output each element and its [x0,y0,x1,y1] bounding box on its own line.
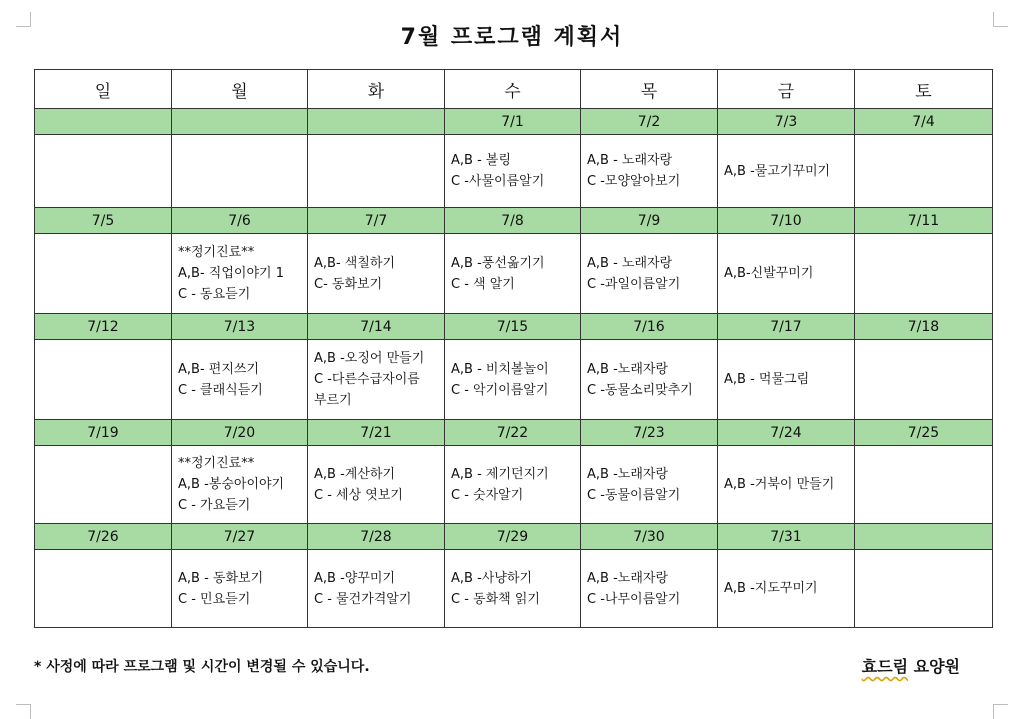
activity-line: C -과일이름알기 [587,276,681,292]
date-cell: 7/1 [445,109,581,135]
date-row [35,109,993,135]
activity-cell [308,135,445,208]
activity-cell [855,135,993,208]
date-row [35,524,993,550]
date-cell: 7/26 [35,524,172,550]
activity-line: **정기진료** [178,245,255,260]
date-cell: 7/18 [855,314,993,340]
weekday-header: 토 [855,70,993,109]
activity-line: C -나무이름알기 [587,591,681,607]
activity-cell [581,446,718,524]
activity-line: 부르기 [314,393,352,408]
activity-cell [718,234,855,314]
activity-row [35,135,993,208]
activity-cell [308,550,445,628]
activity-cell [172,340,308,420]
activity-cell [718,135,855,208]
activity-line: C - 동화책 읽기 [451,591,540,607]
activity-line: A,B- 편지쓰기 [178,361,259,377]
activity-cell [308,446,445,524]
activity-line: A,B - 비치볼놀이 [451,361,549,377]
activity-cell [445,135,581,208]
date-row [35,208,993,234]
date-cell: 7/23 [581,420,718,446]
activity-line: A,B -풍선옮기기 [451,255,545,271]
activity-line: A,B- 직업이야기 1 [178,266,284,281]
date-cell [172,109,308,135]
date-cell: 7/3 [718,109,855,135]
date-cell: 7/28 [308,524,445,550]
date-cell: 7/24 [718,420,855,446]
activity-line: A,B -지도꾸미기 [724,581,818,596]
activity-line: C -모양알아보기 [587,174,681,189]
activity-line: A,B -계산하기 [314,466,395,482]
date-cell: 7/16 [581,314,718,340]
activity-line: A,B - 노래자랑 [587,255,673,271]
date-cell: 7/15 [445,314,581,340]
weekday-header: 목 [581,70,718,109]
activity-line: C -다른수급자이름 [314,372,420,387]
activity-line: A,B -노래자랑 [587,466,668,482]
activity-line: A,B - 노래자랑 [587,153,673,168]
activity-cell [35,135,172,208]
activity-cell [855,550,993,628]
activity-line: C -동물소리맞추기 [587,382,693,398]
weekday-header: 월 [172,70,308,109]
activity-line: C - 물건가격알기 [314,591,412,607]
activity-row [35,446,993,524]
weekday-header: 수 [445,70,581,109]
date-cell: 7/7 [308,208,445,234]
date-cell: 7/21 [308,420,445,446]
date-cell: 7/12 [35,314,172,340]
date-row [35,314,993,340]
date-cell: 7/5 [35,208,172,234]
weekday-header: 일 [35,70,172,109]
date-cell: 7/30 [581,524,718,550]
activity-line: A,B -물고기꾸미기 [724,163,831,179]
date-cell: 7/14 [308,314,445,340]
page-corner-mark-bottom-right [993,704,1008,719]
signature-name: 요양원 [913,657,960,676]
date-cell [855,524,993,550]
date-cell: 7/4 [855,109,993,135]
date-cell [35,109,172,135]
activity-line: A,B -노래자랑 [587,570,668,586]
date-cell: 7/29 [445,524,581,550]
activity-line: C - 가요듣기 [178,498,251,513]
activity-row [35,550,993,628]
activity-cell [445,550,581,628]
program-calendar-table [34,69,993,628]
activity-line: A,B -양꾸미기 [314,570,395,586]
weekday-header-row [35,70,993,109]
activity-cell [172,135,308,208]
activity-line: A,B -오징어 만들기 [314,351,425,366]
activity-cell [581,135,718,208]
date-cell: 7/17 [718,314,855,340]
activity-cell [718,340,855,420]
activity-line: C -사물이름알기 [451,174,545,189]
activity-line: A,B - 동화보기 [178,570,264,586]
date-cell: 7/2 [581,109,718,135]
activity-line: A,B -사냥하기 [451,570,532,586]
activity-cell [855,234,993,314]
activity-cell [172,550,308,628]
activity-line: C - 동요듣기 [178,287,251,302]
date-cell: 7/19 [35,420,172,446]
activity-cell [445,340,581,420]
activity-line: A,B -노래자랑 [587,361,668,377]
activity-cell [445,446,581,524]
date-cell: 7/27 [172,524,308,550]
date-cell: 7/11 [855,208,993,234]
document-title: 7월 프로그램 계획서 [400,25,624,50]
activity-cell [855,340,993,420]
activity-line: C - 세상 엿보기 [314,487,403,503]
activity-cell [581,340,718,420]
activity-row [35,234,993,314]
weekday-header: 금 [718,70,855,109]
activity-cell [35,234,172,314]
activity-cell [581,234,718,314]
weekday-header: 화 [308,70,445,109]
activity-cell [35,340,172,420]
calendar-body [35,109,993,628]
footer-note: * 사정에 따라 프로그램 및 시간이 변경될 수 있습니다. [34,659,370,675]
activity-line: C - 색 알기 [451,276,515,292]
activity-cell [172,234,308,314]
activity-cell [855,446,993,524]
activity-line: A,B -거북이 만들기 [724,477,835,492]
activity-line: A,B -봉숭아이야기 [178,477,285,492]
date-row [35,420,993,446]
activity-cell [718,446,855,524]
signature [862,654,960,677]
activity-line: C - 악기이름알기 [451,382,549,398]
date-cell [308,109,445,135]
activity-line: C - 민요듣기 [178,591,251,607]
activity-cell [35,446,172,524]
activity-line: A,B- 색칠하기 [314,255,395,271]
activity-cell [308,340,445,420]
date-cell: 7/8 [445,208,581,234]
activity-line: A,B - 볼링 [451,153,512,168]
activity-line: A,B - 먹물그림 [724,372,810,387]
activity-line: A,B-신발꾸미기 [724,266,814,281]
activity-cell [718,550,855,628]
date-cell: 7/13 [172,314,308,340]
activity-line: C - 클래식듣기 [178,382,263,398]
date-cell: 7/31 [718,524,855,550]
date-cell: 7/25 [855,420,993,446]
activity-cell [581,550,718,628]
activity-cell [35,550,172,628]
date-cell: 7/20 [172,420,308,446]
activity-row [35,340,993,420]
activity-line: C - 숫자알기 [451,487,524,503]
activity-line: A,B - 제기던지기 [451,466,549,482]
activity-cell [445,234,581,314]
activity-line: **정기진료** [178,456,255,471]
date-cell: 7/6 [172,208,308,234]
activity-line: C -동물이름알기 [587,487,681,503]
date-cell: 7/9 [581,208,718,234]
signature-org: 효드림 [861,657,909,676]
activity-cell [172,446,308,524]
activity-cell [308,234,445,314]
date-cell: 7/10 [718,208,855,234]
page-corner-mark-bottom-left [16,704,31,719]
date-cell: 7/22 [445,420,581,446]
activity-line: C- 동화보기 [314,276,383,292]
